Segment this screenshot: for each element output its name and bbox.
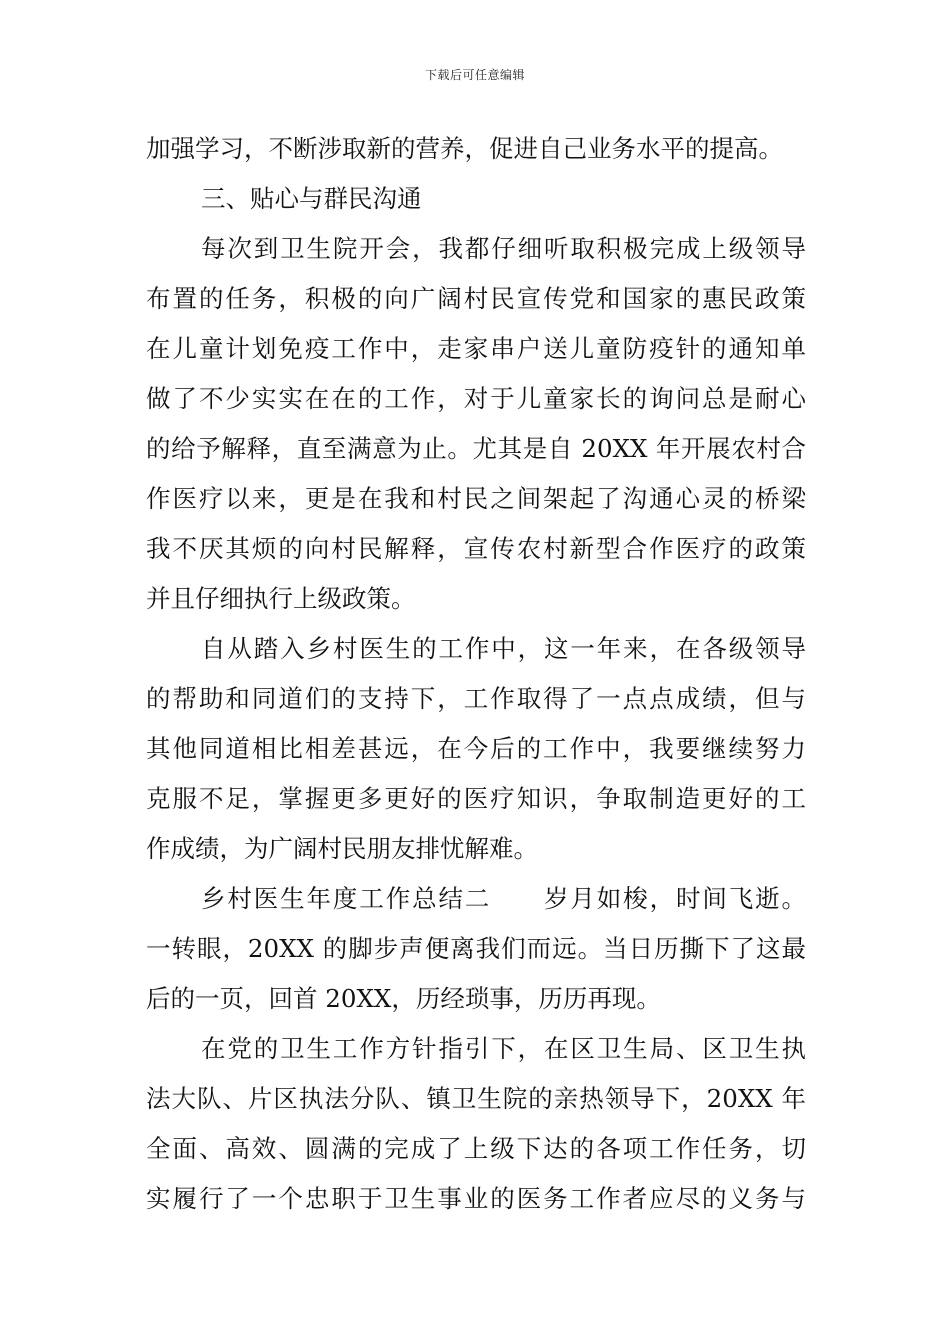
text-line-14: 克服不足，掌握更多更好的医疗知识，争取制造更好的工 xyxy=(146,784,806,813)
document-body xyxy=(146,124,806,1224)
text-line-16: 乡村医生年度工作总结二 岁月如梭，时间飞逝。 xyxy=(201,884,806,913)
text-line-13: 其他同道相比相差甚远，在今后的工作中，我要继续努力 xyxy=(146,734,806,763)
page-header-note: 下载后可任意编辑 xyxy=(424,68,525,82)
text-line-18: 后的一页，回首 20XX，历经琐事，历历再现。 xyxy=(146,984,661,1013)
text-line-9: 我不厌其烦的向村民解释，宣传农村新型合作医疗的政策 xyxy=(146,534,806,563)
text-line-4: 布置的任务，积极的向广阔村民宣传党和国家的惠民政策 xyxy=(146,284,806,313)
text-line-5: 在儿童计划免疫工作中，走家串户送儿童防疫针的通知单 xyxy=(146,334,806,363)
text-line-21: 全面、高效、圆满的完成了上级下达的各项工作任务，切 xyxy=(146,1134,806,1163)
section-heading: 三、贴心与群民沟通 xyxy=(201,184,422,213)
text-line-10: 并且仔细执行上级政策。 xyxy=(146,584,416,613)
text-line-12: 的帮助和同道们的支持下，工作取得了一点点成绩，但与 xyxy=(146,684,806,713)
text-line-20: 法大队、片区执法分队、镇卫生院的亲热领导下，20XX 年 xyxy=(146,1084,806,1113)
text-line-15: 作成绩，为广阔村民朋友排忧解难。 xyxy=(146,834,538,863)
text-line-8: 作医疗以来，更是在我和村民之间架起了沟通心灵的桥梁 xyxy=(146,484,806,513)
text-line-1: 加强学习，不断涉取新的营养，促进自己业务水平的提高。 xyxy=(146,134,783,163)
text-line-19: 在党的卫生工作方针指引下，在区卫生局、区卫生执 xyxy=(201,1034,806,1063)
text-line-22: 实履行了一个忠职于卫生事业的医务工作者应尽的义务与 xyxy=(146,1184,806,1213)
text-line-3: 每次到卫生院开会，我都仔细听取积极完成上级领导 xyxy=(201,234,806,263)
text-line-11: 自从踏入乡村医生的工作中，这一年来，在各级领导 xyxy=(201,634,806,663)
text-line-6: 做了不少实实在在的工作，对于儿童家长的询问总是耐心 xyxy=(146,384,806,413)
text-line-7: 的给予解释，直至满意为止。尤其是自 20XX 年开展农村合 xyxy=(146,434,806,463)
text-line-17: 一转眼，20XX 的脚步声便离我们而远。当日历撕下了这最 xyxy=(146,934,806,963)
